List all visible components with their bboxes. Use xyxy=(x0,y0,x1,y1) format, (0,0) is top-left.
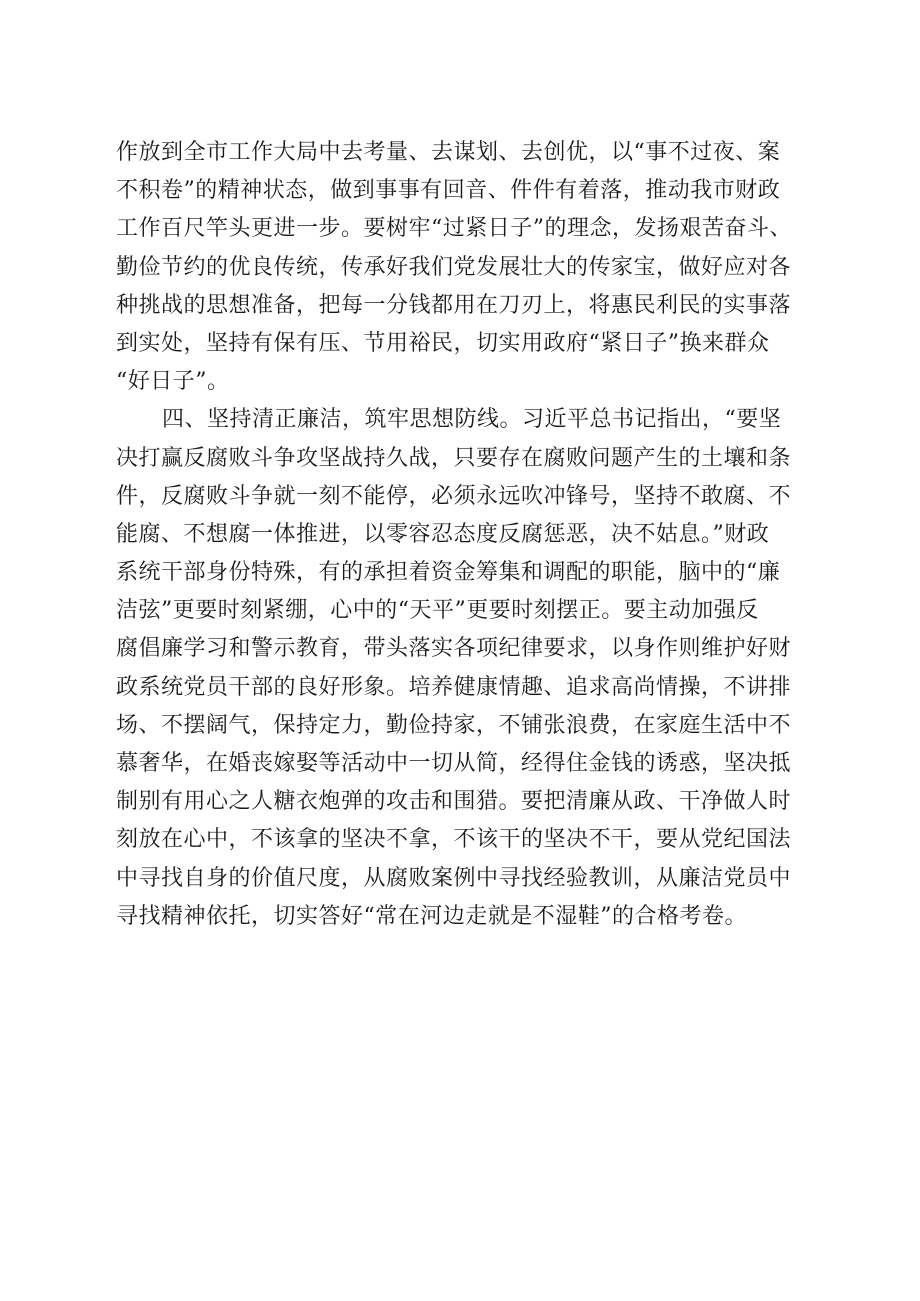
text-line: 决打赢反腐败斗争攻坚战持久战，只要存在腐败问题产生的土壤和条 xyxy=(116,445,792,471)
body-text xyxy=(116,134,816,936)
text-line: 系统干部身份特殊，有的承担着资金筹集和调配的职能，脑中的“廉 xyxy=(116,560,781,586)
text-line: 件，反腐败斗争就一刻不能停，必须永远吹冲锋号，坚持不敢腐、不 xyxy=(116,483,792,509)
text-line: 种挑战的思想准备，把每一分钱都用在刀刃上，将惠民利民的实事落 xyxy=(116,292,792,318)
text-line: 作放到全市工作大局中去考量、去谋划、去创优，以“事不过夜、案 xyxy=(116,140,781,165)
text-line: 到实处，坚持有保有压、节用裕民，切实用政府“紧日子”换来群众 xyxy=(116,330,770,356)
text-line: 慕奢华，在婚丧嫁娶等活动中一切从简，经得住金钱的诱惑，坚决抵 xyxy=(116,751,792,776)
text-line: “好日子”。 xyxy=(116,369,230,395)
text-line: 能腐、不想腐一体推进，以零容忍态度反腐惩恶，决不姑息。”财政 xyxy=(116,521,770,547)
text-line: 不积卷”的精神状态，做到事事有回音、件件有着落，推动我市财政 xyxy=(116,178,781,204)
text-line: 中寻找自身的价值尺度，从腐败案例中寻找经验教训，从廉洁党员中 xyxy=(116,865,792,891)
text-line: 勤俭节约的优良传统，传承好我们党发展壮大的传家宝，做好应对各 xyxy=(116,254,792,280)
section-heading-line: 四、坚持清正廉洁，筑牢思想防线。习近平总书记指出，“要坚 xyxy=(162,407,782,433)
text-line: 寻找精神依托，切实答好“常在河边走就是不湿鞋”的合格考卷。 xyxy=(116,903,747,929)
text-line: 场、不摆阔气，保持定力，勤俭持家，不铺张浪费，在家庭生活中不 xyxy=(116,712,792,738)
text-line: 洁弦”更要时刻紧绷，心中的“天平”更要时刻摆正。要主动加强反 xyxy=(116,598,759,624)
text-line: 工作百尺竿头更进一步。要树牢“过紧日子”的理念，发扬艰苦奋斗、 xyxy=(116,216,792,242)
text-line: 腐倡廉学习和警示教育，带头落实各项纪律要求，以身作则维护好财 xyxy=(116,636,792,662)
text-line: 政系统党员干部的良好形象。培养健康情趣、追求高尚情操，不讲排 xyxy=(116,674,792,700)
text-line: 刻放在心中，不该拿的坚决不拿，不该干的坚决不干，要从党纪国法 xyxy=(116,827,792,853)
text-line: 制别有用心之人糖衣炮弹的攻击和围猎。要把清廉从政、干净做人时 xyxy=(116,789,792,815)
